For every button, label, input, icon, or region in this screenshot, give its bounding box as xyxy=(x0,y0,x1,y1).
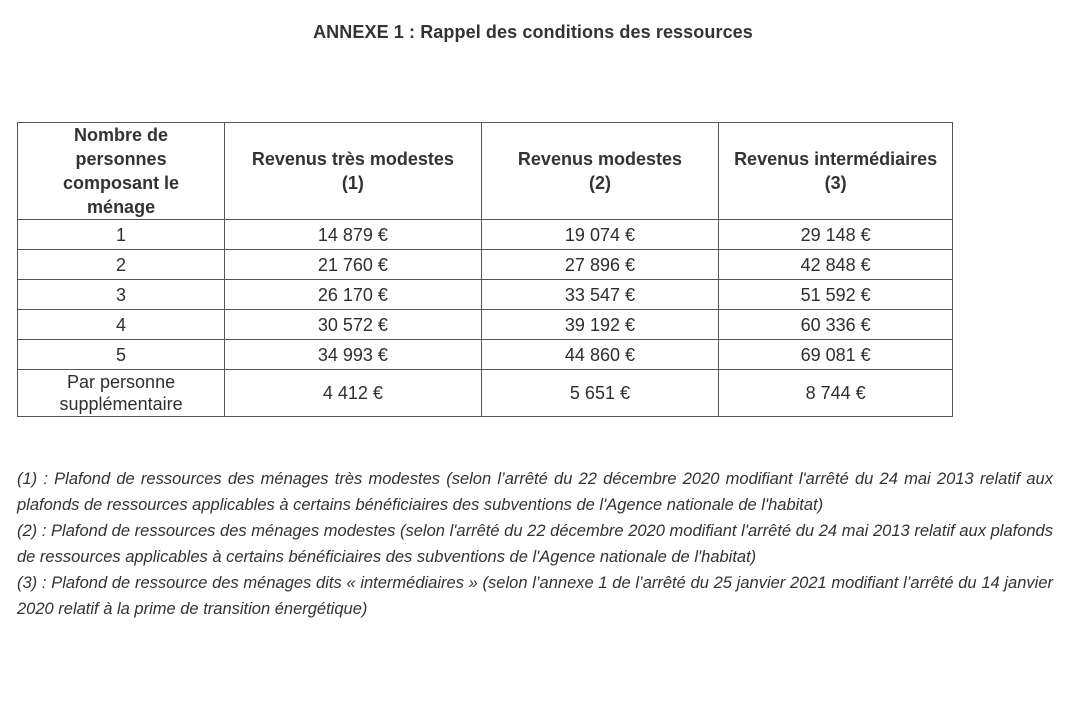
cell-very-modest: 14 879 € xyxy=(225,220,482,250)
cell-intermediate: 51 592 € xyxy=(719,280,953,310)
cell-modest: 33 547 € xyxy=(481,280,719,310)
cell-very-modest: 21 760 € xyxy=(225,250,482,280)
cell-persons: 5 xyxy=(18,340,225,370)
cell-modest: 5 651 € xyxy=(481,370,719,417)
document-title: ANNEXE 1 : Rappel des conditions des ressources xyxy=(313,22,753,42)
footnote-3: (3) : Plafond de ressource des ménages dits « intermédiaires » (selon l’annexe 1 de l’arrêté du 25 janvier 2021 modifiant l’arrêté du 14 janvier 2020 relatif à la prime de transition énergétique) xyxy=(17,574,1053,618)
header-household-size-line: Nombre de xyxy=(74,125,169,145)
table-header xyxy=(18,123,953,220)
header-modest-income-label: Revenus modestes xyxy=(517,149,682,169)
footnote-1: (1) : Plafond de ressources des ménages très modestes (selon l’arrêté du 22 décembre 2020 modifiant l'arrêté du 24 mai 2013 relatif aux plafonds de ressources applicables à certains bénéficiaires des subventions de l'Agence nationale de l'habitat) xyxy=(17,470,1053,514)
cell-very-modest: 26 170 € xyxy=(225,280,482,310)
cell-persons: 3 xyxy=(18,280,225,310)
cell-persons: 4 xyxy=(18,310,225,340)
header-modest-income-ref: (2) xyxy=(588,173,611,193)
header-household-size-line: ménage xyxy=(87,197,156,217)
cell-modest: 44 860 € xyxy=(481,340,719,370)
cell-modest: 19 074 € xyxy=(481,220,719,250)
header-row xyxy=(18,123,953,220)
cell-persons xyxy=(18,370,225,417)
header-very-modest-income-ref: (1) xyxy=(341,173,364,193)
cell-very-modest: 34 993 € xyxy=(225,340,482,370)
header-household-size-line: personnes xyxy=(75,149,167,169)
table-row xyxy=(18,220,953,250)
header-intermediate-income-ref: (3) xyxy=(824,173,847,193)
table-row xyxy=(18,370,953,417)
header-household-size-line: composant le xyxy=(63,173,180,193)
table-row xyxy=(18,250,953,280)
header-intermediate-income xyxy=(719,123,953,220)
cell-persons-line: Par personne xyxy=(67,372,176,392)
footnote-2: (2) : Plafond de ressources des ménages modestes (selon l'arrêté du 22 décembre 2020 modifiant l'arrêté du 24 mai 2013 relatif aux plafonds de ressources applicables à certains bénéficiaires des subventions de l'Agence nationale de l'habitat) xyxy=(17,522,1053,566)
cell-intermediate: 8 744 € xyxy=(719,370,953,417)
cell-intermediate: 69 081 € xyxy=(719,340,953,370)
cell-persons-line: supplémentaire xyxy=(59,394,183,414)
cell-persons: 2 xyxy=(18,250,225,280)
table-body xyxy=(18,220,953,417)
table-row xyxy=(18,310,953,340)
cell-persons: 1 xyxy=(18,220,225,250)
cell-very-modest: 4 412 € xyxy=(225,370,482,417)
resources-table xyxy=(17,122,953,417)
header-very-modest-income xyxy=(225,123,482,220)
table-row xyxy=(18,280,953,310)
cell-modest: 27 896 € xyxy=(481,250,719,280)
footnotes xyxy=(17,466,1053,622)
cell-modest: 39 192 € xyxy=(481,310,719,340)
table-row xyxy=(18,340,953,370)
header-very-modest-income-label: Revenus très modestes xyxy=(251,149,454,169)
cell-intermediate: 29 148 € xyxy=(719,220,953,250)
header-intermediate-income-label: Revenus intermédiaires xyxy=(734,149,938,169)
header-modest-income xyxy=(481,123,719,220)
cell-intermediate: 42 848 € xyxy=(719,250,953,280)
cell-intermediate: 60 336 € xyxy=(719,310,953,340)
header-household-size xyxy=(18,123,225,220)
cell-very-modest: 30 572 € xyxy=(225,310,482,340)
